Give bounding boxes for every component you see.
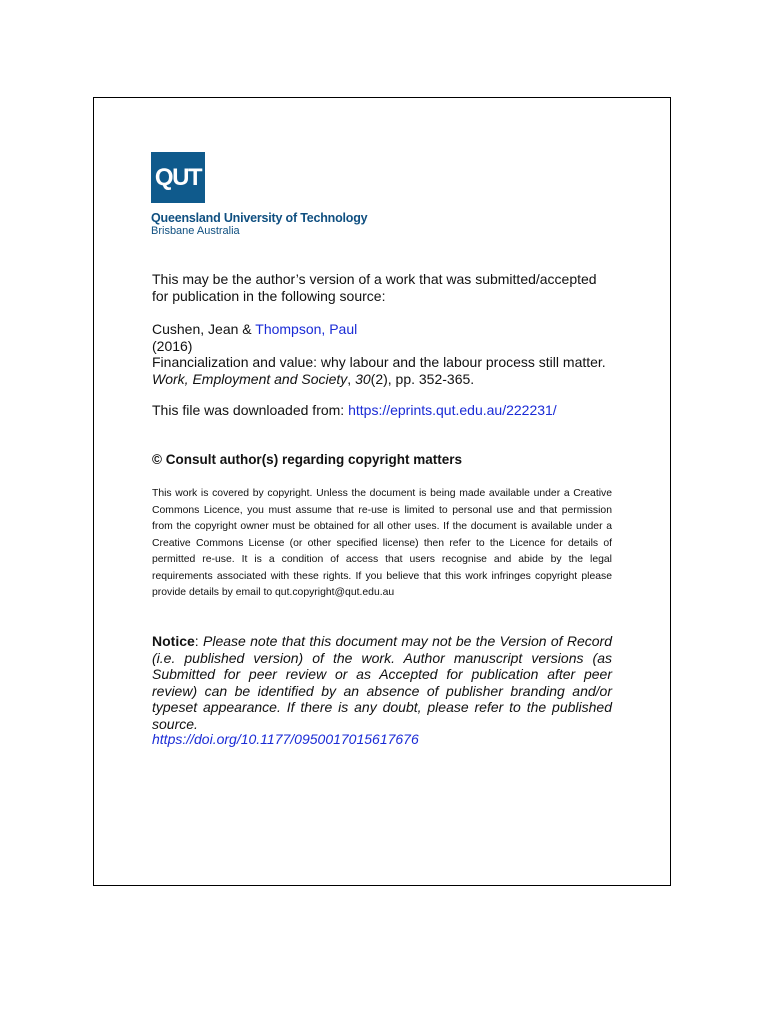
intro-text: This may be the author’s version of a work that was submitted/accepted for publication in the following source: (152, 271, 597, 304)
logo-text: QUT (154, 163, 202, 191)
download-label: This file was downloaded from: (152, 402, 349, 418)
doi-link[interactable]: https://doi.org/10.1177/0950017015617676 (152, 731, 419, 747)
citation (152, 321, 612, 387)
citation-separator: , (347, 370, 356, 387)
qut-logo (151, 152, 205, 203)
journal-issue-pages: (2), pp. 352-365. (370, 370, 475, 387)
notice-label: Notice (152, 633, 195, 649)
eprints-link[interactable]: https://eprints.qut.edu.au/222231/ (348, 402, 557, 418)
notice-text: Please note that this document may not be the Version of Record (i.e. published version) of the work. Author manuscript versions (as Submitted for peer review or as Accepted for publication after peer review) can be identified by an absence of publisher branding and/or typeset appearance. If there is any doubt, please refer to the published source. (152, 633, 612, 732)
citation-year: (2016) (152, 337, 193, 354)
copyright-legal-text: This work is covered by copyright. Unless the document is being made available under a Creative Commons Licence, you must assume that re-use is limited to personal use and that permission from the copyright owner must be obtained for all other uses. If the document is available under a Creative Commons License (or other specified license) then refer to the Licence for details of permitted re-use. It is a condition of access that users recognise and abide by the legal requirements associated with these rights. If you believe that this work infringes copyright please provide details by email to qut.copyright@qut.edu.au (152, 488, 612, 598)
journal-name: Work, Employment and Society (152, 370, 348, 387)
university-location: Brisbane Australia (151, 225, 240, 237)
notice-separator: : (194, 633, 204, 649)
citation-authors (152, 321, 612, 338)
citation-title: Financialization and value: why labour and the labour process still matter. (152, 354, 606, 370)
notice-paragraph (152, 633, 612, 732)
doi-line (152, 731, 612, 748)
author-thompson-link[interactable]: Thompson, Paul (255, 321, 358, 337)
download-line (152, 402, 612, 419)
journal-volume: 30 (355, 370, 371, 387)
author-cushen: Cushen, Jean & (152, 321, 256, 337)
university-name: Queensland University of Technology (151, 211, 368, 225)
citation-source (152, 371, 612, 388)
copyright-heading: © Consult author(s) regarding copyright matters (152, 452, 462, 467)
